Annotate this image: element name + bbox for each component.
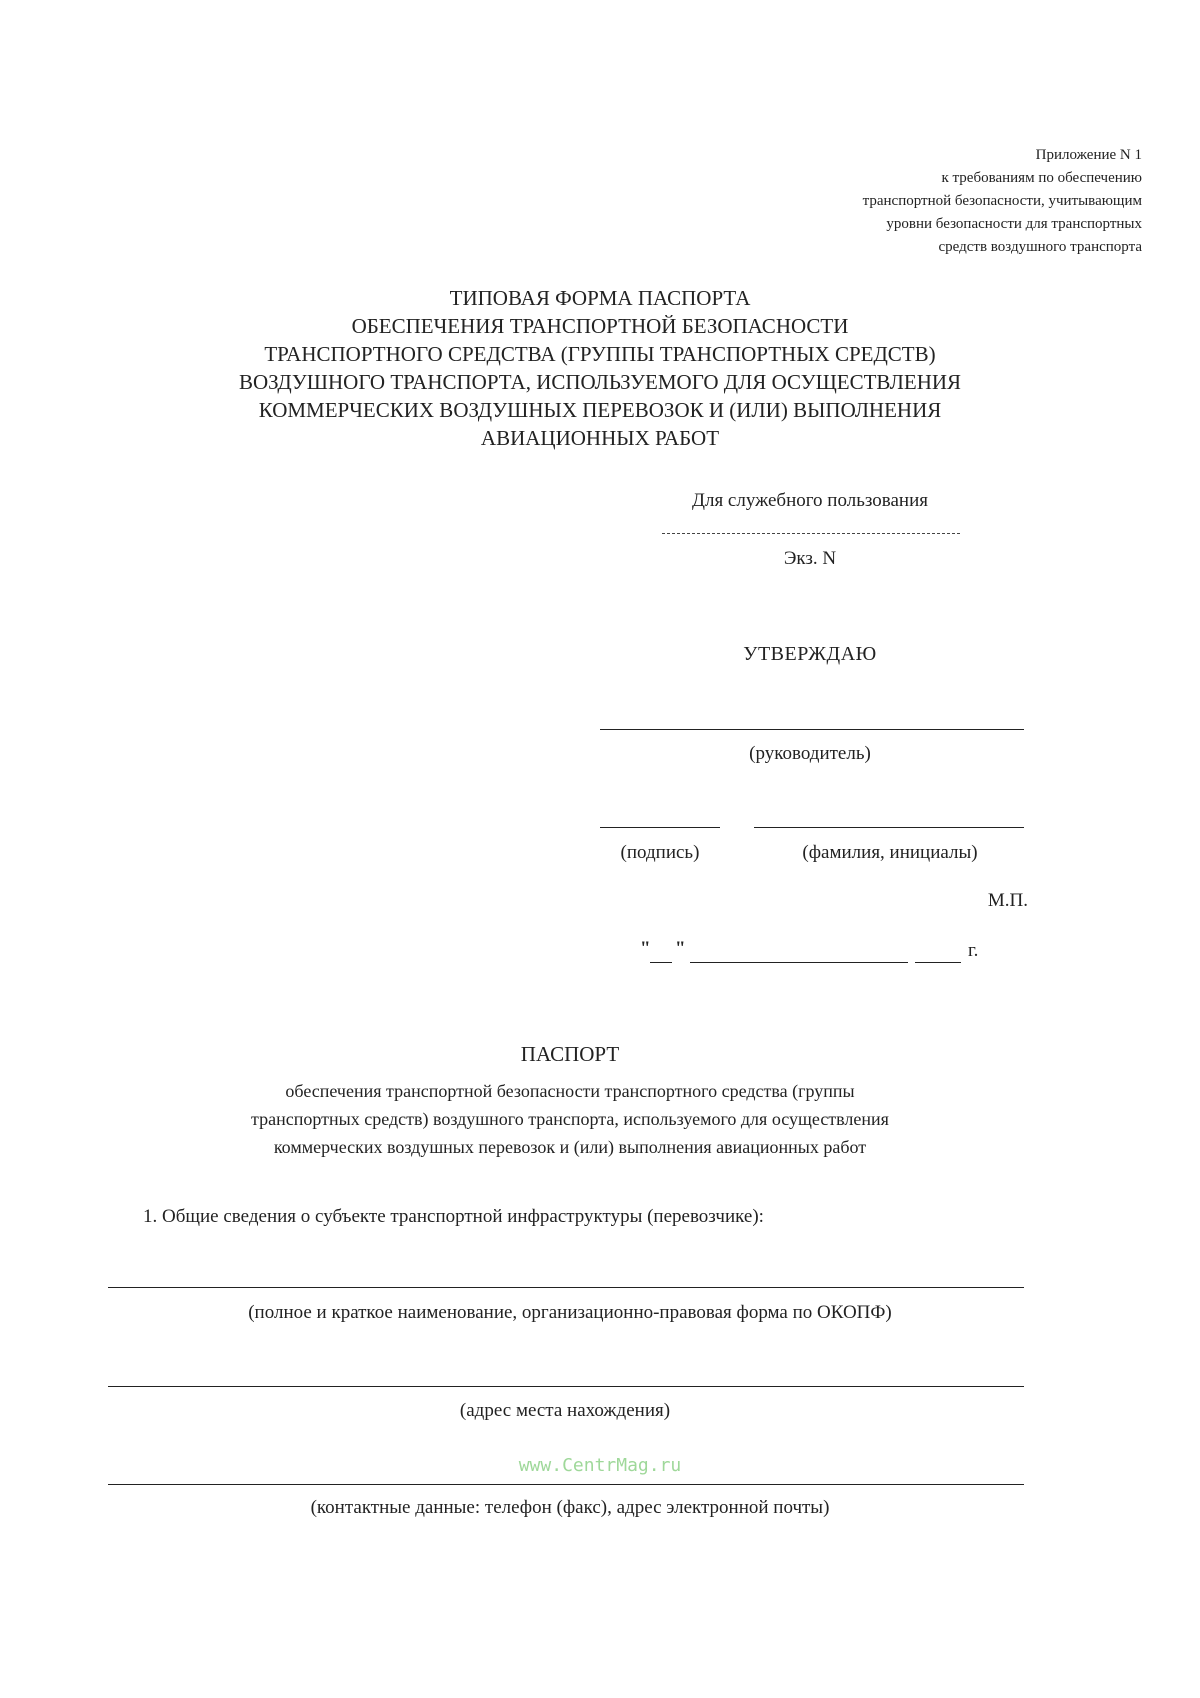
title-line: ВОЗДУШНОГО ТРАНСПОРТА, ИСПОЛЬЗУЕМОГО ДЛЯ ОСУЩЕСТВЛЕНИЯ [238, 370, 962, 394]
date-close-quote: " [675, 938, 686, 959]
appendix-line: Приложение N 1 [1035, 147, 1142, 163]
head-caption: (руководитель) [749, 743, 871, 764]
org-name-caption: (полное и краткое наименование, организационно-правовая форма по ОКОПФ) [248, 1302, 892, 1323]
passport-description-line: обеспечения транспортной безопасности транспортного средства (группы [285, 1081, 855, 1101]
section1-heading: 1. Общие сведения о субъекте транспортной инфраструктуры (перевозчике): [143, 1206, 764, 1227]
signature-caption: (подпись) [620, 842, 700, 863]
passport-heading: ПАСПОРТ [520, 1042, 620, 1066]
copy-number: Экз. N [783, 548, 837, 569]
name-caption: (фамилия, инициалы) [802, 842, 978, 863]
date-open-quote: " [640, 938, 651, 959]
address-caption: (адрес места нахождения) [459, 1400, 671, 1421]
contacts-field-line[interactable] [108, 1484, 1024, 1485]
appendix-line: к требованиям по обеспечению [941, 170, 1142, 186]
title-line: КОММЕРЧЕСКИХ ВОЗДУШНЫХ ПЕРЕВОЗОК И (ИЛИ) ВЫПОЛНЕНИЯ [258, 398, 942, 422]
date-day-line[interactable] [650, 962, 672, 963]
title-line: ОБЕСПЕЧЕНИЯ ТРАНСПОРТНОЙ БЕЗОПАСНОСТИ [351, 314, 849, 338]
passport-description-line: коммерческих воздушных перевозок и (или) выполнения авиационных работ [273, 1137, 867, 1157]
title-line: АВИАЦИОННЫХ РАБОТ [480, 426, 720, 450]
appendix-line: уровни безопасности для транспортных [886, 216, 1142, 232]
document-title [130, 284, 1070, 452]
passport-description [100, 1077, 1040, 1161]
contacts-caption: (контактные данные: телефон (факс), адрес электронной почты) [310, 1497, 830, 1518]
classification-label: Для служебного пользования [692, 490, 928, 511]
classification-divider [662, 533, 960, 534]
head-field-line[interactable] [600, 729, 1024, 730]
passport-description-line: транспортных средств) воздушного транспорта, используемого для осуществления [251, 1109, 889, 1129]
appendix-note [622, 144, 1142, 259]
signature-field-line[interactable] [600, 827, 720, 828]
org-name-field-line[interactable] [108, 1287, 1024, 1288]
date-month-line[interactable] [690, 962, 908, 963]
watermark: www.CentrMag.ru [518, 1455, 682, 1476]
year-suffix: г. [968, 940, 979, 961]
approval-heading: УТВЕРЖДАЮ [743, 643, 877, 665]
date-year-line[interactable] [915, 962, 961, 963]
title-line: ТИПОВАЯ ФОРМА ПАСПОРТА [449, 286, 751, 310]
address-field-line[interactable] [108, 1386, 1024, 1387]
seal-placeholder: М.П. [987, 890, 1028, 911]
title-line: ТРАНСПОРТНОГО СРЕДСТВА (ГРУППЫ ТРАНСПОРТНЫХ СРЕДСТВ) [264, 342, 936, 366]
appendix-line: средств воздушного транспорта [938, 239, 1142, 255]
name-field-line[interactable] [754, 827, 1024, 828]
appendix-line: транспортной безопасности, учитывающим [862, 193, 1142, 209]
